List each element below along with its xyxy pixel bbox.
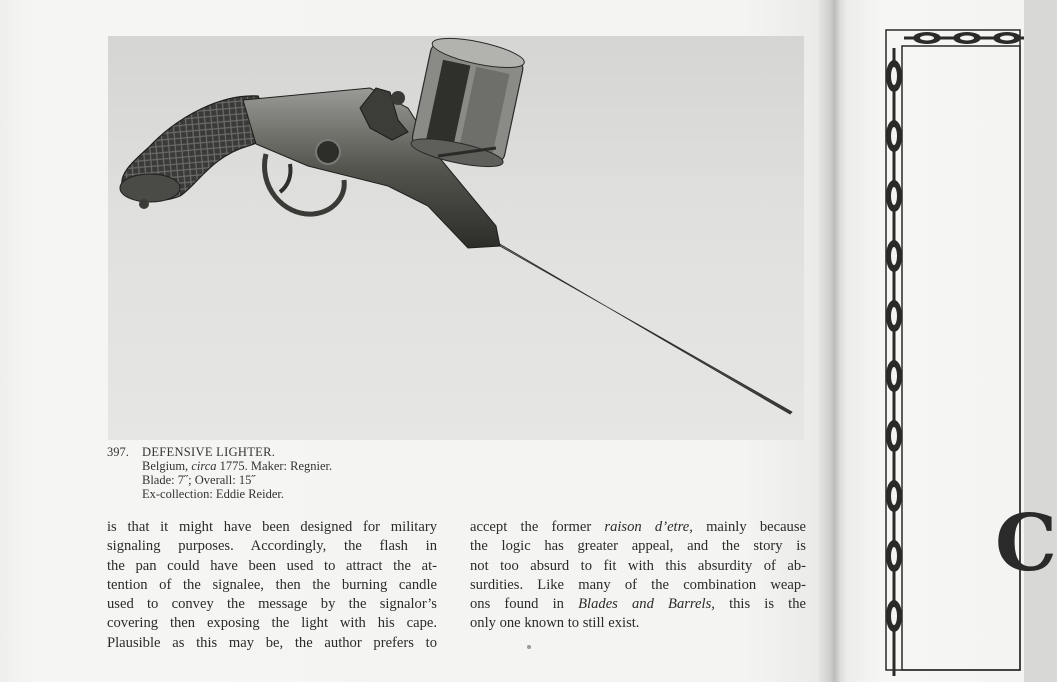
text-line: covering then exposing the light with his cape. (107, 615, 437, 632)
body-text-right-column (470, 518, 806, 634)
caption-origin: Belgium, circa 1775. Maker: Regnier. (142, 459, 333, 473)
text-line: the logic has greater appeal, and the story is (470, 538, 806, 555)
decorative-initial: C (995, 498, 1057, 589)
text-line: ons found in Blades and Barrels, this is the (470, 596, 807, 613)
figure-title: DEFENSIVE LIGHTER. (142, 445, 276, 459)
caption-dimensions: Blade: 7˝; Overall: 15˝ (142, 473, 256, 487)
text-line: only one known to still exist. (470, 615, 640, 632)
text-line: Plausible as this may be, the author prefers to (107, 634, 437, 651)
text-line: accept the former raison d’etre, mainly because (470, 519, 806, 535)
text-line: surdities. Like many of the combination weap- (470, 576, 806, 593)
text-line: is that it might have been designed for military (107, 519, 437, 535)
text-line: signaling purposes. Accordingly, the flash in (107, 538, 437, 555)
text-line: used to convey the message by the signalor’s (107, 596, 437, 613)
text-line: the pan could have been used to attract the at- (107, 557, 437, 574)
text-line: not too absurd to fit with this absurdity of ab- (470, 557, 806, 574)
butt-cap (120, 174, 180, 202)
paper-speck (527, 645, 531, 649)
blade-shape (486, 236, 792, 414)
lighter-illustration (108, 36, 804, 440)
caption-provenance: Ex-collection: Eddie Reider. (142, 487, 284, 501)
book-gutter (818, 0, 848, 682)
body-text-left-column (107, 518, 437, 653)
text-line: tention of the signalee, then the burning candle (107, 576, 437, 593)
lighter-photograph (108, 36, 804, 440)
figure-number: 397. (107, 445, 129, 459)
